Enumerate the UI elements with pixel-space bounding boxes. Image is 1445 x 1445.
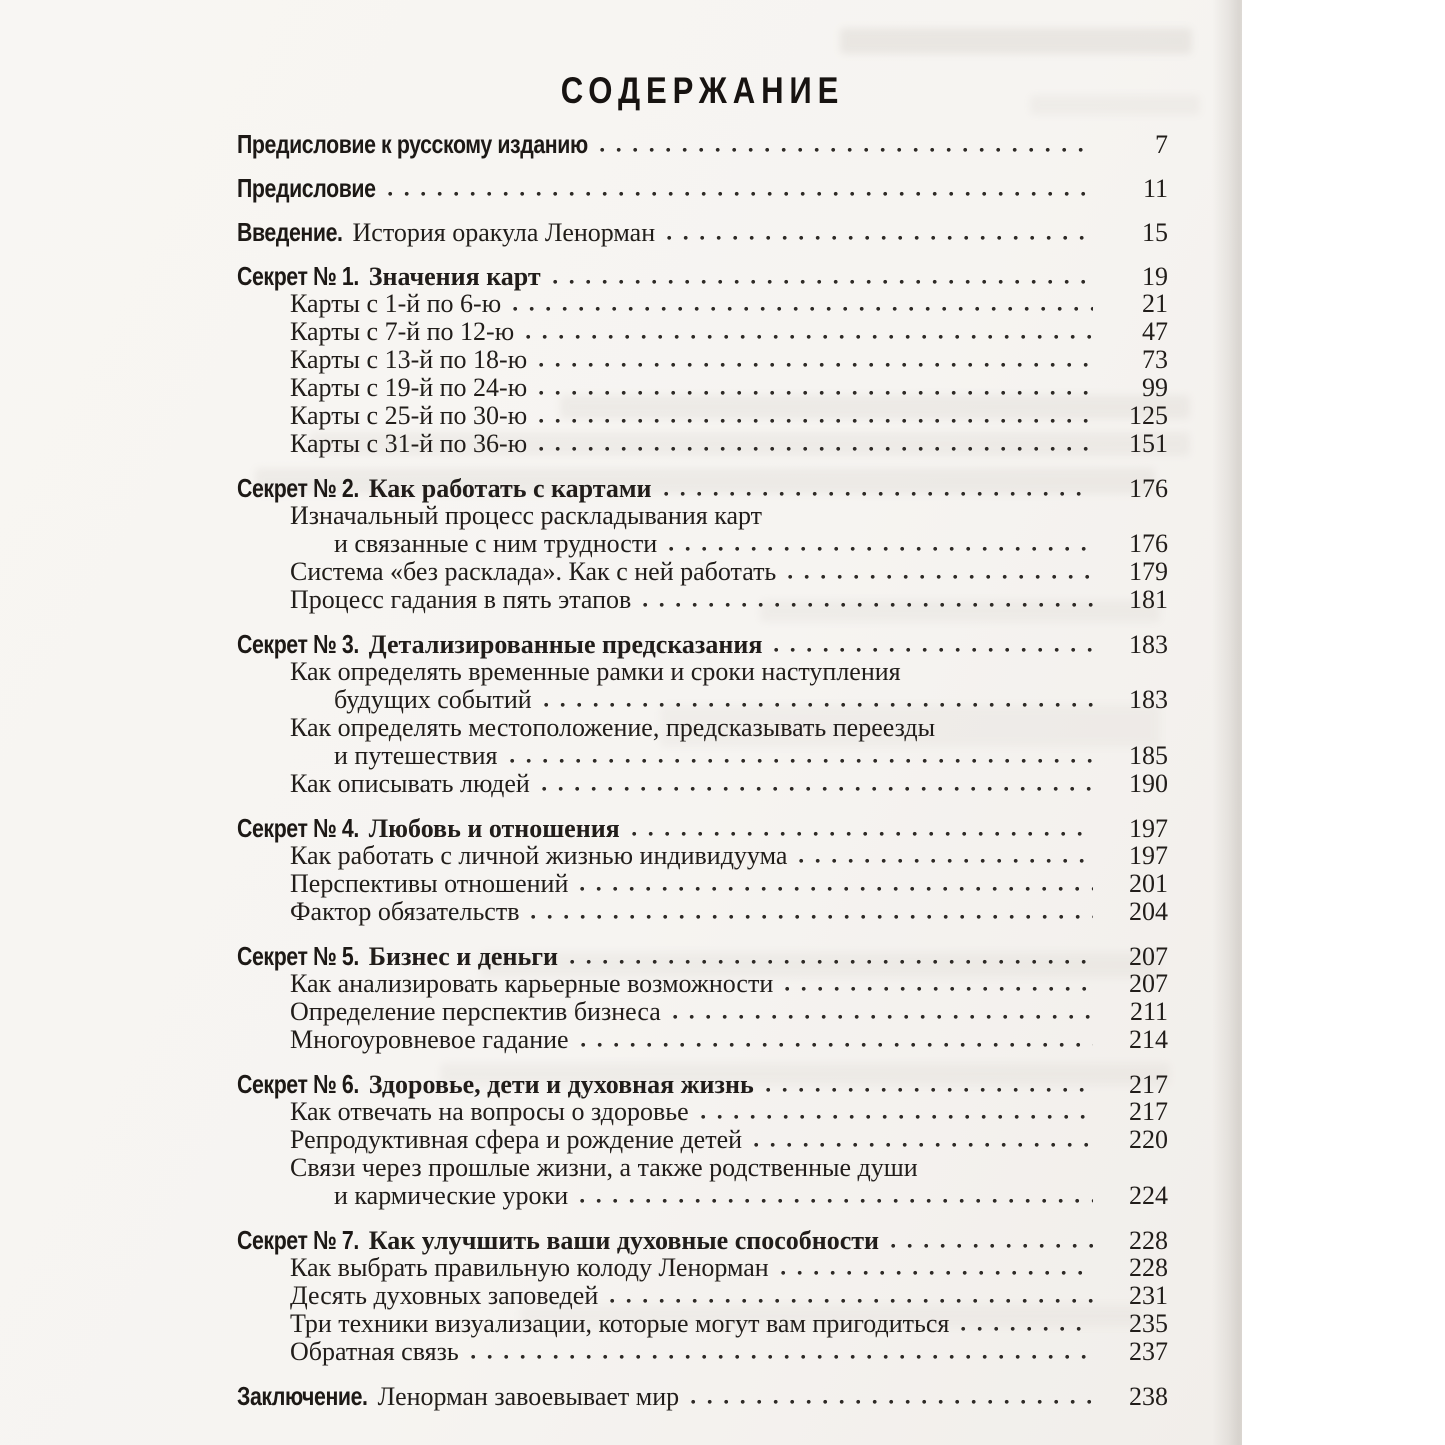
dot-leader xyxy=(513,306,1093,312)
entry-label xyxy=(290,998,661,1026)
page-number: 151 xyxy=(1129,429,1168,458)
toc-sub-row xyxy=(237,402,1168,430)
page-number: 207 xyxy=(1129,942,1168,971)
page-number: 73 xyxy=(1142,345,1168,374)
toc-sub-row-continuation xyxy=(237,1182,1168,1210)
page-number: 207 xyxy=(1129,969,1168,998)
entry-label xyxy=(334,742,498,770)
entry-text: Связи через прошлые жизни, а также родственные души xyxy=(290,1153,918,1182)
entry-label xyxy=(290,842,787,870)
toc-sub-row xyxy=(237,1126,1168,1154)
entry-label xyxy=(237,630,762,659)
page-number: 176 xyxy=(1129,529,1168,558)
entry-label xyxy=(290,290,501,318)
section-heading: Заключение. xyxy=(237,1381,368,1411)
page-number: 183 xyxy=(1129,630,1168,659)
toc-sub-row-continuation xyxy=(237,686,1168,714)
entry-label xyxy=(237,1226,879,1255)
toc-content xyxy=(237,68,1168,1410)
entry-label xyxy=(290,714,935,742)
page-number: 183 xyxy=(1129,685,1168,714)
page-number: 224 xyxy=(1129,1181,1168,1210)
entry-label xyxy=(290,970,773,998)
entry-text: и связанные с ним трудности xyxy=(334,529,658,558)
section-heading: Секрет № 6. xyxy=(237,1069,359,1099)
page-number: 235 xyxy=(1129,1309,1168,1338)
entry-label xyxy=(334,686,532,714)
entry-label xyxy=(290,430,527,458)
toc-sub-row xyxy=(237,714,1168,742)
toc-sub-row xyxy=(237,346,1168,374)
dot-leader xyxy=(600,147,1093,153)
toc-section-row xyxy=(237,1382,1168,1410)
entry-label xyxy=(290,558,776,586)
dot-leader xyxy=(544,702,1093,708)
page-number: 181 xyxy=(1129,585,1168,614)
dot-leader xyxy=(632,831,1093,837)
dot-leader xyxy=(669,546,1093,552)
toc-sub-row xyxy=(237,1254,1168,1282)
entry-text: Как работать с личной жизнью индивидуума xyxy=(290,841,788,870)
page-number: 125 xyxy=(1129,401,1168,430)
page-number: 185 xyxy=(1129,741,1168,770)
entry-text: Обратная связь xyxy=(290,1337,459,1366)
page-number: 201 xyxy=(1129,869,1168,898)
entry-label xyxy=(290,318,514,346)
toc-section-row xyxy=(237,218,1168,246)
page-number: 237 xyxy=(1129,1337,1168,1366)
page-number: 197 xyxy=(1129,814,1168,843)
section-title: Детализированные предсказания xyxy=(368,630,763,659)
entry-text: и кармические уроки xyxy=(334,1181,569,1210)
page-number: 21 xyxy=(1142,289,1168,318)
page-number: 204 xyxy=(1129,897,1168,926)
dot-leader xyxy=(799,858,1093,864)
entry-label xyxy=(290,586,631,614)
toc-sub-row xyxy=(237,430,1168,458)
page-number: 220 xyxy=(1129,1125,1168,1154)
dot-leader xyxy=(691,1399,1093,1405)
entry-text: Изначальный процесс раскладывания карт xyxy=(290,501,763,530)
dot-leader xyxy=(754,1142,1093,1148)
toc-sub-row xyxy=(237,998,1168,1026)
toc-section-row xyxy=(237,630,1168,658)
toc-sub-row-continuation xyxy=(237,742,1168,770)
dot-leader xyxy=(643,602,1093,608)
entry-label xyxy=(237,942,558,971)
entry-label xyxy=(290,658,901,686)
dot-leader xyxy=(580,886,1093,892)
section-heading: Предисловие к русскому изданию xyxy=(237,129,588,159)
page-number: 176 xyxy=(1129,474,1168,503)
toc-sub-row-continuation xyxy=(237,530,1168,558)
bleed-through-mark xyxy=(840,28,1192,54)
toc-sub-row xyxy=(237,1026,1168,1054)
section-heading: Секрет № 5. xyxy=(237,941,359,971)
section-title: Как работать с картами xyxy=(368,474,652,503)
entry-text: Карты с 13-й по 18-ю xyxy=(290,345,528,374)
entry-label xyxy=(290,1154,918,1182)
toc-sub-row xyxy=(237,1338,1168,1366)
page-number: 228 xyxy=(1129,1253,1168,1282)
toc-section-row xyxy=(237,174,1168,202)
dot-leader xyxy=(961,1326,1093,1332)
page-number: 238 xyxy=(1129,1382,1168,1411)
entry-text: Как анализировать карьерные возможности xyxy=(290,969,774,998)
entry-text: Как выбрать правильную колоду Ленорман xyxy=(290,1253,769,1282)
dot-leader xyxy=(664,491,1093,497)
entry-label xyxy=(237,174,376,203)
entry-label xyxy=(334,530,657,558)
page-number: 217 xyxy=(1129,1097,1168,1126)
section-heading: Секрет № 2. xyxy=(237,473,359,503)
entry-label xyxy=(237,814,620,843)
page-number: 190 xyxy=(1129,769,1168,798)
toc-section-row xyxy=(237,474,1168,502)
dot-leader xyxy=(891,1243,1093,1249)
entry-label xyxy=(290,1254,769,1282)
toc-sub-row xyxy=(237,558,1168,586)
entry-label xyxy=(290,1026,569,1054)
toc-list xyxy=(237,130,1168,1410)
toc-sub-row xyxy=(237,970,1168,998)
toc-section-row xyxy=(237,1226,1168,1254)
dot-leader xyxy=(673,1014,1093,1020)
entry-label xyxy=(290,1310,949,1338)
section-heading: Секрет № 7. xyxy=(237,1225,359,1255)
page-number: 217 xyxy=(1129,1070,1168,1099)
section-title: Бизнес и деньги xyxy=(368,942,558,971)
entry-text: Как определять местоположение, предсказывать переезды xyxy=(290,713,936,742)
toc-section-row xyxy=(237,942,1168,970)
entry-text: Карты с 31-й по 36-ю xyxy=(290,429,528,458)
entry-text: Карты с 1-й по 6-ю xyxy=(290,289,502,318)
page-title: СОДЕРЖАНИЕ xyxy=(560,70,845,111)
toc-sub-row xyxy=(237,290,1168,318)
entry-label xyxy=(290,770,530,798)
dot-leader xyxy=(788,574,1093,580)
entry-label xyxy=(290,870,568,898)
entry-text: Система «без расклада». Как с ней работать xyxy=(290,557,777,586)
section-heading: Секрет № 4. xyxy=(237,813,359,843)
toc-sub-row xyxy=(237,586,1168,614)
entry-text: Как отвечать на вопросы о здоровье xyxy=(290,1097,689,1126)
dot-leader xyxy=(610,1298,1093,1304)
entry-label xyxy=(290,502,762,530)
page-number: 211 xyxy=(1129,997,1168,1026)
dot-leader xyxy=(781,1270,1093,1276)
section-title: Любовь и отношения xyxy=(368,814,620,843)
entry-text: Перспективы отношений xyxy=(290,869,569,898)
toc-sub-row xyxy=(237,658,1168,686)
entry-text: Процесс гадания в пять этапов xyxy=(290,585,632,614)
dot-leader xyxy=(510,758,1094,764)
dot-leader xyxy=(580,1198,1093,1204)
entry-text: Карты с 25-й по 30-ю xyxy=(290,401,528,430)
entry-text: Десять духовных заповедей xyxy=(290,1281,599,1310)
entry-label xyxy=(290,898,519,926)
section-heading: Введение. xyxy=(237,217,343,247)
dot-leader xyxy=(766,1087,1093,1093)
toc-sub-row xyxy=(237,502,1168,530)
entry-text: Фактор обязательств xyxy=(290,897,520,926)
dot-leader xyxy=(526,334,1093,340)
dot-leader xyxy=(539,362,1093,368)
dot-leader xyxy=(774,647,1093,653)
page-number: 99 xyxy=(1142,373,1168,402)
entry-label xyxy=(290,1282,598,1310)
entry-text: будущих событий xyxy=(334,685,532,714)
page-edge-shadow xyxy=(1212,0,1242,1445)
page-number: 15 xyxy=(1142,218,1168,247)
section-heading: Секрет № 3. xyxy=(237,629,359,659)
toc-sub-row xyxy=(237,898,1168,926)
page-number: 7 xyxy=(1155,130,1168,159)
entry-text: Карты с 7-й по 12-ю xyxy=(290,317,515,346)
toc-sub-row xyxy=(237,1154,1168,1182)
toc-section-row xyxy=(237,814,1168,842)
page-number: 11 xyxy=(1142,174,1168,203)
entry-text: Репродуктивная сфера и рождение детей xyxy=(290,1125,743,1154)
entry-label xyxy=(237,1070,754,1099)
toc-sub-row xyxy=(237,318,1168,346)
entry-label xyxy=(290,402,527,430)
entry-label xyxy=(290,1098,689,1126)
toc-sub-row xyxy=(237,842,1168,870)
dot-leader xyxy=(667,235,1093,241)
section-title: Значения карт xyxy=(368,262,541,291)
entry-label xyxy=(290,346,527,374)
page-number: 197 xyxy=(1129,841,1168,870)
section-title: Ленорман завоевывает мир xyxy=(377,1382,680,1411)
page-number: 179 xyxy=(1129,557,1168,586)
toc-section-row xyxy=(237,1070,1168,1098)
dot-leader xyxy=(531,914,1093,920)
entry-text: Определение перспектив бизнеса xyxy=(290,997,661,1026)
entry-label xyxy=(290,1338,459,1366)
page-number: 231 xyxy=(1129,1281,1168,1310)
dot-leader xyxy=(542,786,1093,792)
entry-label xyxy=(290,374,527,402)
dot-leader xyxy=(701,1114,1093,1120)
entry-label xyxy=(237,262,541,291)
toc-sub-row xyxy=(237,374,1168,402)
dot-leader xyxy=(553,279,1093,285)
entry-text: Многоуровневое гадание xyxy=(290,1025,569,1054)
toc-section-row xyxy=(237,130,1168,158)
page-number: 19 xyxy=(1142,262,1168,291)
toc-sub-row xyxy=(237,1310,1168,1338)
section-title: Как улучшить ваши духовные способности xyxy=(368,1226,880,1255)
entry-text: Как определять временные рамки и сроки наступления xyxy=(290,657,901,686)
page-number: 47 xyxy=(1142,317,1168,346)
entry-label xyxy=(237,474,652,503)
section-title: История оракула Ленорман xyxy=(352,218,656,247)
dot-leader xyxy=(388,191,1093,197)
entry-label xyxy=(237,130,588,159)
entry-text: Карты с 19-й по 24-ю xyxy=(290,373,528,402)
page-number: 214 xyxy=(1129,1025,1168,1054)
dot-leader xyxy=(570,959,1093,965)
entry-text: Как описывать людей xyxy=(290,769,530,798)
dot-leader xyxy=(471,1354,1093,1360)
entry-text: и путешествия xyxy=(334,741,498,770)
entry-label xyxy=(334,1182,568,1210)
dot-leader xyxy=(539,418,1093,424)
entry-label xyxy=(290,1126,742,1154)
toc-sub-row xyxy=(237,1282,1168,1310)
entry-label xyxy=(237,218,655,247)
toc-sub-row xyxy=(237,770,1168,798)
dot-leader xyxy=(539,390,1093,396)
section-title: Здоровье, дети и духовная жизнь xyxy=(368,1070,754,1099)
toc-sub-row xyxy=(237,1098,1168,1126)
section-heading: Предисловие xyxy=(237,173,376,203)
dot-leader xyxy=(785,986,1093,992)
entry-text: Три техники визуализации, которые могут вам пригодиться xyxy=(290,1309,950,1338)
dot-leader xyxy=(581,1042,1093,1048)
section-heading: Секрет № 1. xyxy=(237,261,359,291)
page-number: 228 xyxy=(1129,1226,1168,1255)
entry-label xyxy=(237,1382,679,1411)
dot-leader xyxy=(539,446,1093,452)
toc-sub-row xyxy=(237,870,1168,898)
toc-section-row xyxy=(237,262,1168,290)
